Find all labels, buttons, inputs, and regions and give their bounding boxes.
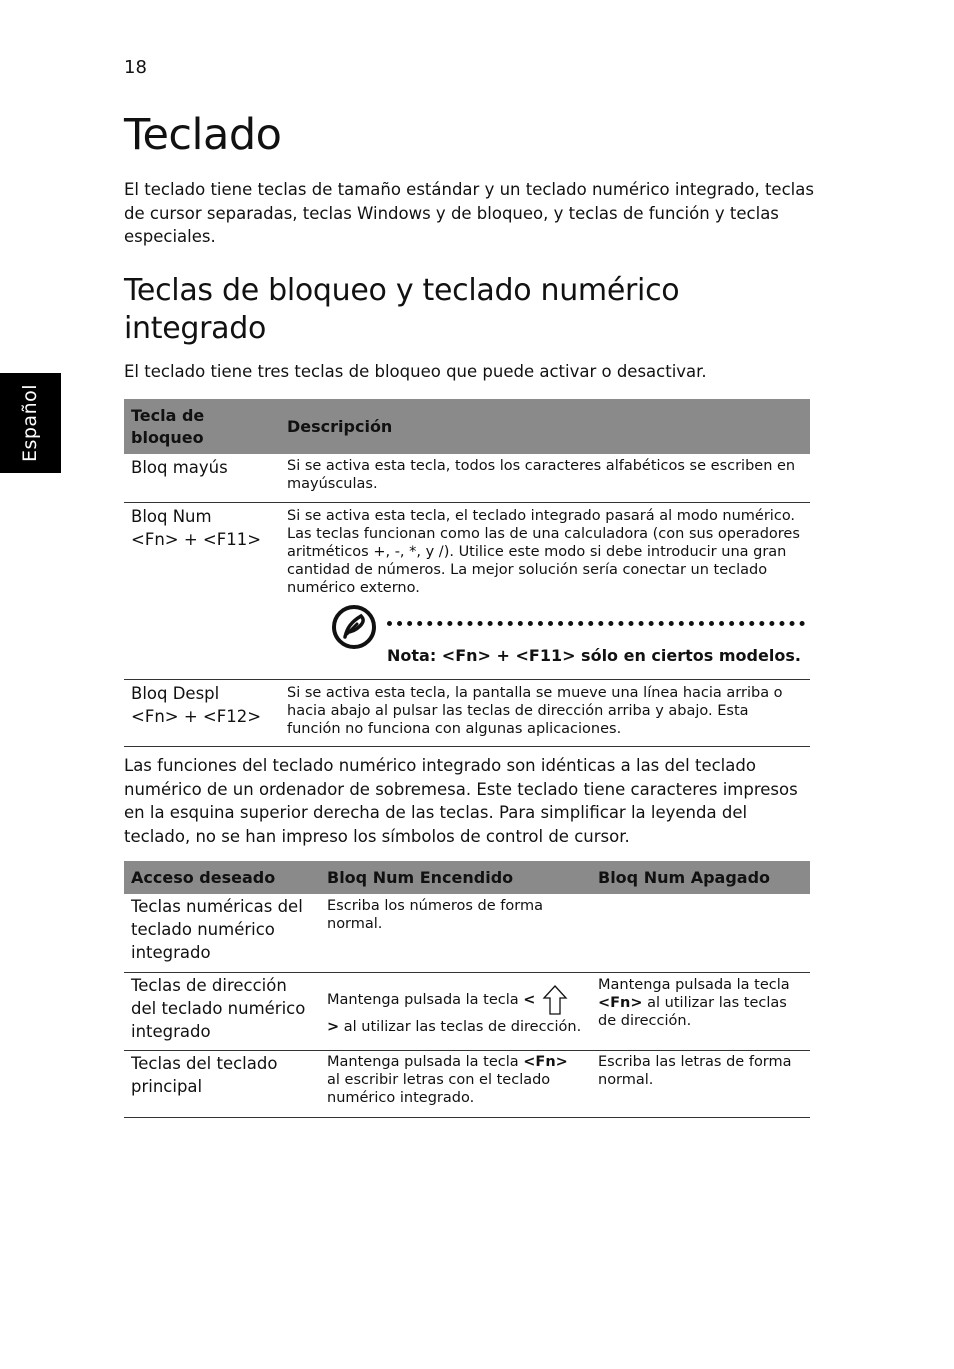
numlock-off-text: Escriba las letras de forma normal. bbox=[598, 1053, 792, 1088]
note-text: Nota: <Fn> + <F11> sólo en ciertos modelos. bbox=[387, 645, 801, 665]
table-header-row bbox=[124, 399, 810, 454]
lock-key-description: Si se activa esta tecla, todos los caracteres alfabéticos se escriben en mayúsculas. bbox=[287, 458, 796, 493]
column-header-access: Acceso deseado bbox=[124, 861, 320, 894]
numeric-keypad-table bbox=[124, 861, 810, 1118]
note-divider bbox=[387, 621, 805, 626]
table-row bbox=[124, 972, 810, 1050]
lock-key-name: Bloq Num bbox=[131, 506, 212, 526]
column-header-numlock-off: Bloq Num Apagado bbox=[591, 861, 810, 894]
lock-key-description: Si se activa esta tecla, el teclado integrado pasará al modo numérico. Las teclas funcionan como las de una calculadora (con sus operadores aritméticos +, -, *, y /). Utilice este modo si debe introducir una gran cantidad de números. La mejor solución sería conectar un teclado numérico externo. bbox=[287, 507, 800, 597]
access-label: Teclas del teclado principal bbox=[131, 1053, 278, 1096]
fn-key-label: <Fn> bbox=[598, 994, 643, 1011]
language-side-tab bbox=[0, 373, 61, 473]
section-lead-paragraph: El teclado tiene tres teclas de bloqueo que puede activar o desactivar. bbox=[124, 362, 707, 381]
numlock-on-text-end: al escribir letras con el teclado numérico integrado. bbox=[327, 1071, 551, 1106]
numlock-on-text-start: Mantenga pulsada la tecla bbox=[327, 992, 519, 1008]
note-pen-icon bbox=[331, 604, 377, 650]
lock-key-description: Si se activa esta tecla, la pantalla se mueve una línea hacia arriba o hacia abajo al pulsar las teclas de dirección arriba y abajo. Esta función no funciona con algunas aplicaciones. bbox=[287, 684, 783, 737]
numlock-on-text bbox=[327, 1053, 584, 1108]
lock-key-name: Bloq mayús bbox=[131, 458, 228, 477]
table-row bbox=[124, 1050, 810, 1117]
section-heading: Teclas de bloqueo y teclado numérico integrado bbox=[124, 273, 680, 346]
column-header-numlock-on: Bloq Num Encendido bbox=[320, 861, 591, 894]
key-gt: > bbox=[327, 1019, 340, 1035]
numeric-keypad-paragraph: Las funciones del teclado numérico integrado son idénticas a las del teclado numérico de un ordenador de sobremesa. Este teclado tiene caracteres impresos en la esquina superior derecha de las teclas. Para simplificar la leyenda del teclado, no se han impreso los símbolos de control de cursor. bbox=[124, 756, 798, 846]
numlock-off-text bbox=[598, 976, 803, 1031]
lock-key-combo: <Fn> + <F11> bbox=[131, 529, 262, 549]
lock-key-name: Bloq Despl bbox=[131, 683, 220, 703]
column-header-lock-key: Tecla de bloqueo bbox=[124, 399, 280, 454]
column-header-description: Descripción bbox=[280, 399, 810, 454]
table-row bbox=[124, 679, 810, 746]
intro-paragraph: El teclado tiene teclas de tamaño estándar y un teclado numérico integrado, teclas de cursor separadas, teclas Windows y de bloqueo, y teclas de función y teclas especiales. bbox=[124, 180, 814, 246]
lock-key-combo: <Fn> + <F12> bbox=[131, 706, 262, 726]
table-row bbox=[124, 502, 810, 679]
numlock-on-text bbox=[327, 984, 584, 1038]
numlock-off-text-start: Mantenga pulsada la tecla bbox=[598, 976, 790, 993]
numlock-on-text: Escriba los números de forma normal. bbox=[327, 898, 543, 933]
table-row bbox=[124, 894, 810, 972]
numlock-off-text-end: al utilizar las teclas de dirección. bbox=[598, 994, 787, 1029]
fn-key-label: <Fn> bbox=[523, 1053, 568, 1070]
lock-keys-table bbox=[124, 399, 810, 747]
access-label: Teclas de dirección del teclado numérico integrado bbox=[131, 975, 306, 1041]
numlock-on-text-end: al utilizar las teclas de dirección. bbox=[343, 1019, 582, 1035]
key-lt: < bbox=[523, 992, 536, 1008]
numlock-on-text-start: Mantenga pulsada la tecla bbox=[327, 1053, 519, 1070]
side-tab-label: Español bbox=[19, 383, 41, 463]
table-header-row bbox=[124, 861, 810, 894]
up-arrow-key-icon bbox=[542, 984, 568, 1016]
note-box bbox=[323, 604, 803, 679]
page-number: 18 bbox=[124, 57, 147, 78]
access-label: Teclas numéricas del teclado numérico integrado bbox=[131, 897, 303, 962]
page-title: Teclado bbox=[124, 110, 282, 160]
table-row bbox=[124, 454, 810, 502]
